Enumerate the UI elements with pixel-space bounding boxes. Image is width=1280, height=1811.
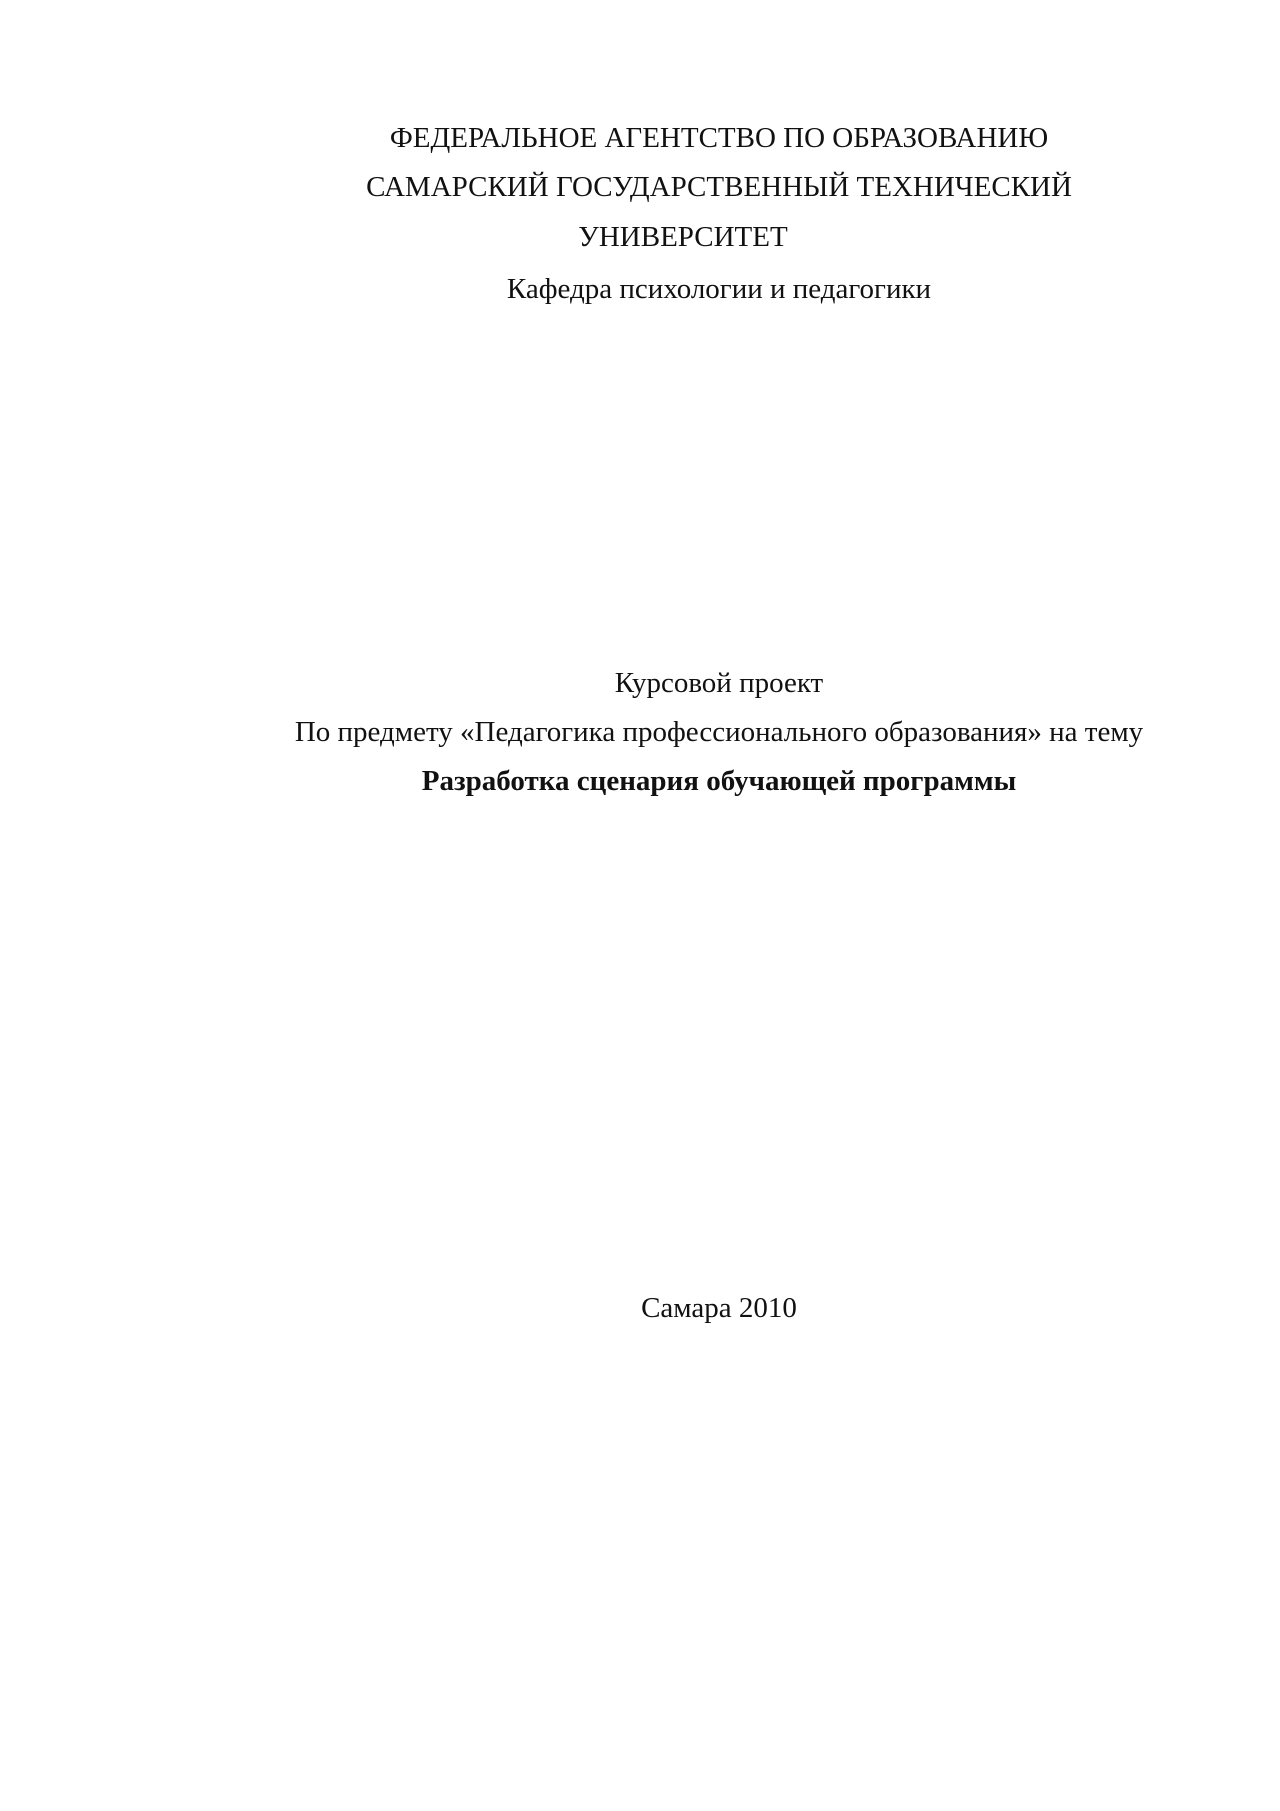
university-heading-line-1: САМАРСКИЙ ГОСУДАРСТВЕННЫЙ ТЕХНИЧЕСКИЙ (366, 171, 1072, 203)
topic-title: Разработка сценария обучающей программы (421, 765, 1017, 797)
agency-heading: ФЕДЕРАЛЬНОЕ АГЕНТСТВО ПО ОБРАЗОВАНИЮ (389, 122, 1049, 154)
university-heading-line-2: УНИВЕРСИТЕТ (578, 221, 788, 253)
city-year: Самара 2010 (641, 1292, 797, 1324)
subject-line: По предмету «Педагогика профессионального образования» на тему (294, 716, 1144, 748)
work-type: Курсовой проект (614, 667, 824, 699)
department-name: Кафедра психологии и педагогики (506, 273, 932, 305)
